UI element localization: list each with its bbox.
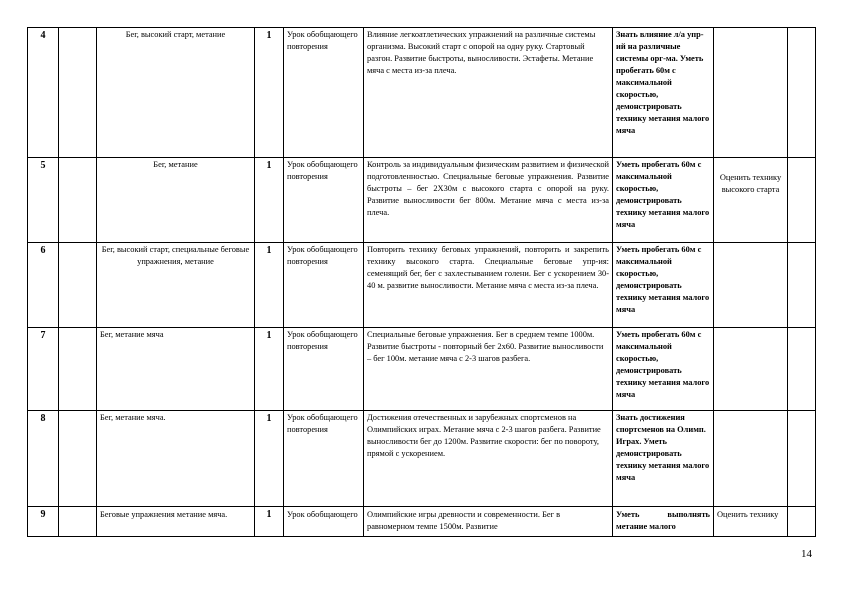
lesson-number: 4 <box>28 28 59 158</box>
table-row <box>28 328 816 411</box>
lesson-control <box>714 243 788 328</box>
lesson-control-text: Оценить технику <box>717 510 779 519</box>
lesson-hours: 1 <box>255 243 284 328</box>
lesson-content-text: Олимпийские игры древности и современности. Бег в равномерном темпе 1500м. Развитие <box>367 510 561 531</box>
lesson-extra-text <box>791 507 812 535</box>
lesson-number: 7 <box>28 328 59 411</box>
lesson-number: 6 <box>28 243 59 328</box>
table-row <box>28 243 816 328</box>
lesson-content <box>364 507 613 537</box>
lesson-extra <box>788 28 816 158</box>
lesson-date <box>59 158 97 243</box>
lesson-requirements <box>613 507 714 537</box>
table-row <box>28 158 816 243</box>
lesson-type: Урок обобщающего повторения <box>284 158 364 243</box>
lesson-type: Урок обобщающего повторения <box>284 243 364 328</box>
lesson-content: Достижения отечественных и зарубежных спортсменов на Олимпийских играх. Метание мяча с 2-3 шагов разбега. Развитие выносливости бег до 1200м. Развитие скорости: бег по повороту, прямой с ускорением. <box>364 411 613 507</box>
lesson-requirements: Знать достижения спортсменов на Олимп. Играх. Уметь демонстрировать технику метания малого мяча <box>613 411 714 507</box>
lesson-date <box>59 328 97 411</box>
lesson-hours <box>255 507 284 537</box>
lesson-control: Оценить технику высокого старта <box>714 158 788 243</box>
lesson-date <box>59 28 97 158</box>
lesson-content: Специальные беговые упражнения. Бег в среднем темпе 1000м. Развитие быстроты - повторный бег 2х60. Развитие выносливости – бег 100м. метание мяча с 2-3 шагов разбега. <box>364 328 613 411</box>
lesson-content: Повторить технику беговых упражнений, повторить и закрепить технику высокого старта. Специальные беговые упр-ия: семенящий бег, бег с захлестыванием голени. Бег с ускорением 30-40 м. развитие выносливости. Метание мяча с места из-за плеча. <box>364 243 613 328</box>
lesson-extra <box>788 328 816 411</box>
lesson-requirements: Уметь пробегать 60м с максимальной скоростью, демонстрировать технику метания малого мяча <box>613 158 714 243</box>
lesson-extra <box>788 507 816 537</box>
lesson-topic <box>97 507 255 537</box>
lesson-content: Влияние легкоатлетических упражнений на различные системы организма. Высокий старт с опорой на одну руку. Стартовый разгон. Развитие быстроты, выносливости. Эстафеты. Метание мяча с места из-за плеча. <box>364 28 613 158</box>
lesson-date <box>59 411 97 507</box>
lesson-hours-text: 1 <box>266 509 272 520</box>
lesson-date <box>59 507 97 537</box>
lesson-hours: 1 <box>255 28 284 158</box>
lesson-topic: Бег, метание <box>97 158 255 243</box>
lesson-type <box>284 507 364 537</box>
lesson-type: Урок обобщающего повторения <box>284 328 364 411</box>
lesson-number-text: 9 <box>40 509 46 520</box>
lesson-extra <box>788 243 816 328</box>
lesson-plan-table <box>27 27 816 537</box>
lesson-type: Урок обобщающего повторения <box>284 28 364 158</box>
lesson-requirements: Уметь пробегать 60м с максимальной скоростью, демонстрировать технику метания малого мяча <box>613 328 714 411</box>
lesson-topic: Бег, высокий старт, метание <box>97 28 255 158</box>
lesson-number: 8 <box>28 411 59 507</box>
lesson-topic: Бег, высокий старт, специальные беговые упражнения, метание <box>97 243 255 328</box>
lesson-type: Урок обобщающего повторения <box>284 411 364 507</box>
lesson-topic: Бег, метание мяча <box>97 328 255 411</box>
lesson-extra <box>788 158 816 243</box>
lesson-content: Контроль за индивидуальным физическим развитием и физической подготовленностью. Специальные беговые упражнения. Развитие быстроты – бег 2Х30м с высокого старта с опорой на руку. Развитие выносливости бег 800м. Метание мяча с места из-за плеча. <box>364 158 613 243</box>
lesson-requirements: Знать влияние л/а упр-ий на различные системы орг-ма. Уметь пробегать 60м с максимальной скоростью, демонстрировать технику метания малого мяча <box>613 28 714 158</box>
lesson-requirements: Уметь пробегать 60м с максимальной скоростью, демонстрировать технику метания малого мяча <box>613 243 714 328</box>
lesson-control <box>714 28 788 158</box>
lesson-topic: Бег, метание мяча. <box>97 411 255 507</box>
table-row <box>28 507 816 537</box>
lesson-number <box>28 507 59 537</box>
lesson-topic-text: Беговые упражнения метание мяча. <box>100 510 228 519</box>
lesson-extra <box>788 411 816 507</box>
lesson-control <box>714 411 788 507</box>
lesson-number: 5 <box>28 158 59 243</box>
lesson-control <box>714 328 788 411</box>
lesson-requirements-text: Уметь выполнять метание малого <box>616 510 710 531</box>
page-number: 14 <box>801 548 812 560</box>
lesson-hours: 1 <box>255 328 284 411</box>
lesson-date-text <box>62 507 93 535</box>
table-row <box>28 28 816 158</box>
table-row <box>28 411 816 507</box>
lesson-hours: 1 <box>255 411 284 507</box>
lesson-date <box>59 243 97 328</box>
lesson-control <box>714 507 788 537</box>
lesson-type-text: Урок обобщающего <box>287 510 358 519</box>
lesson-hours: 1 <box>255 158 284 243</box>
